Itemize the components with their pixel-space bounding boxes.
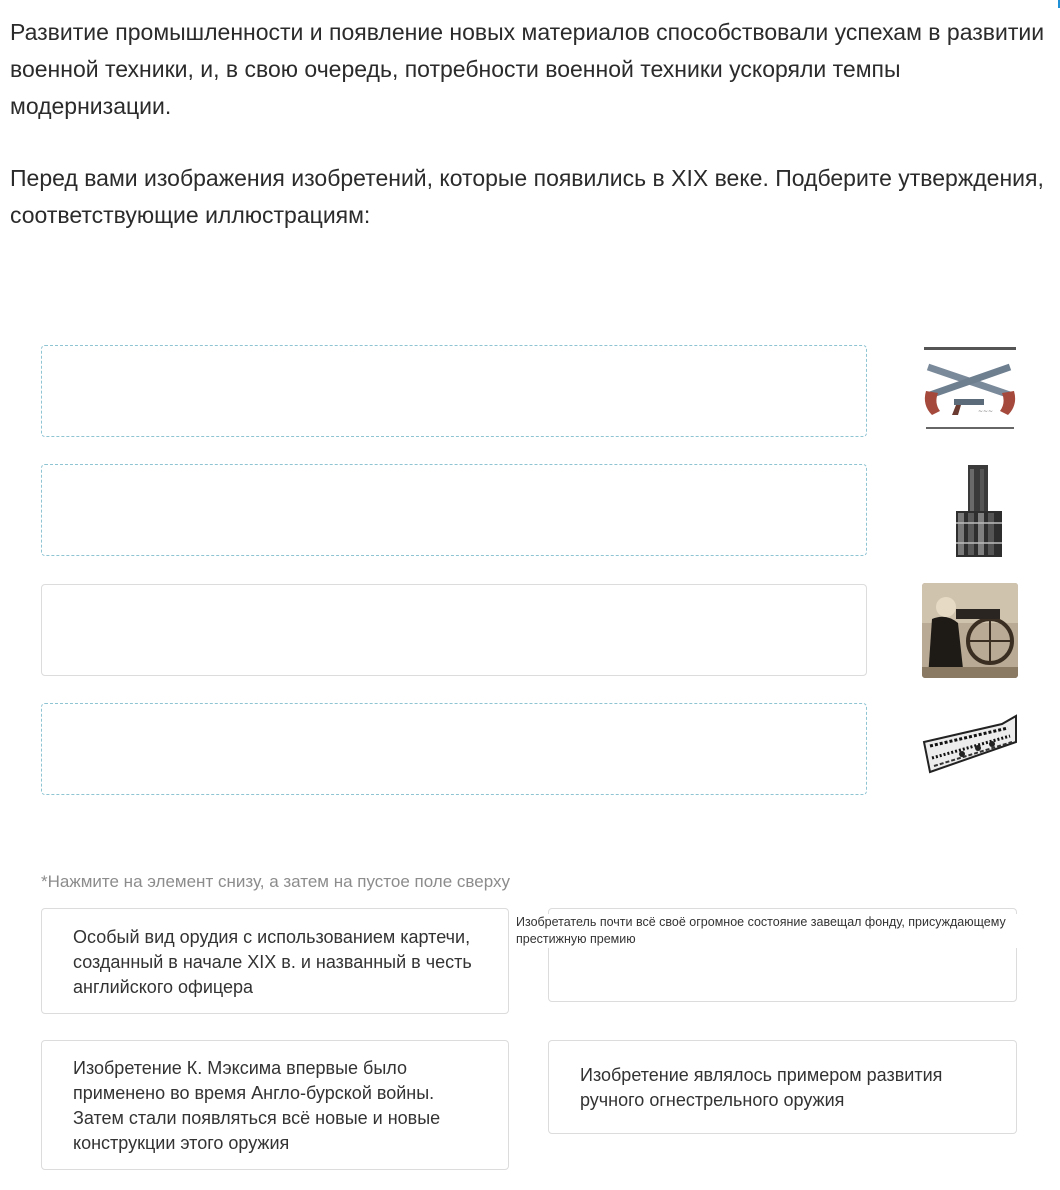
drop-slot-1[interactable] xyxy=(41,345,867,437)
option-card-1[interactable] xyxy=(41,908,509,1014)
drop-slot-2[interactable] xyxy=(41,464,867,556)
option-card-3-text: Изобретение К. Мэксима впервые было применено во время Англо-бурской войны. Затем стали появляться всё новые и новые конструкции этого оружия xyxy=(73,1058,441,1153)
drop-slot-4[interactable] xyxy=(41,703,867,795)
instruction-hint: *Нажмите на элемент снизу, а затем на пустое поле сверху xyxy=(41,872,510,891)
dynamite-image xyxy=(922,463,1018,558)
shell-engraving-image xyxy=(922,702,1018,797)
option-card-4-text: Изобретение являлось примером развития ручного огнестрельного оружия xyxy=(580,1065,943,1110)
task-instruction: Перед вами изображения изобретений, которые появились в XIX веке. Подберите утверждения, соответствующие иллюстрациям: xyxy=(10,165,1044,228)
maxim-gun-image xyxy=(922,583,1018,678)
drop-slot-3[interactable] xyxy=(41,584,867,676)
option-card-4[interactable] xyxy=(548,1040,1017,1134)
option-card-3[interactable] xyxy=(41,1040,509,1170)
option-card-1-text: Особый вид орудия с использованием картечи, созданный в начале XIX в. и названный в честь английского офицера xyxy=(73,927,472,997)
svg-text:~~~: ~~~ xyxy=(978,408,994,415)
revolvers-image xyxy=(922,343,1018,438)
option-card-2-tooltip: Изобретатель почти всё своё огромное состояние завещал фонду, присуждающему престижную премию xyxy=(516,914,1056,948)
intro-paragraph: Развитие промышленности и появление новых материалов способствовали успехам в развитии военной техники, и, в свою очередь, потребности военной техники ускоряли темпы модернизации. xyxy=(10,19,1045,119)
